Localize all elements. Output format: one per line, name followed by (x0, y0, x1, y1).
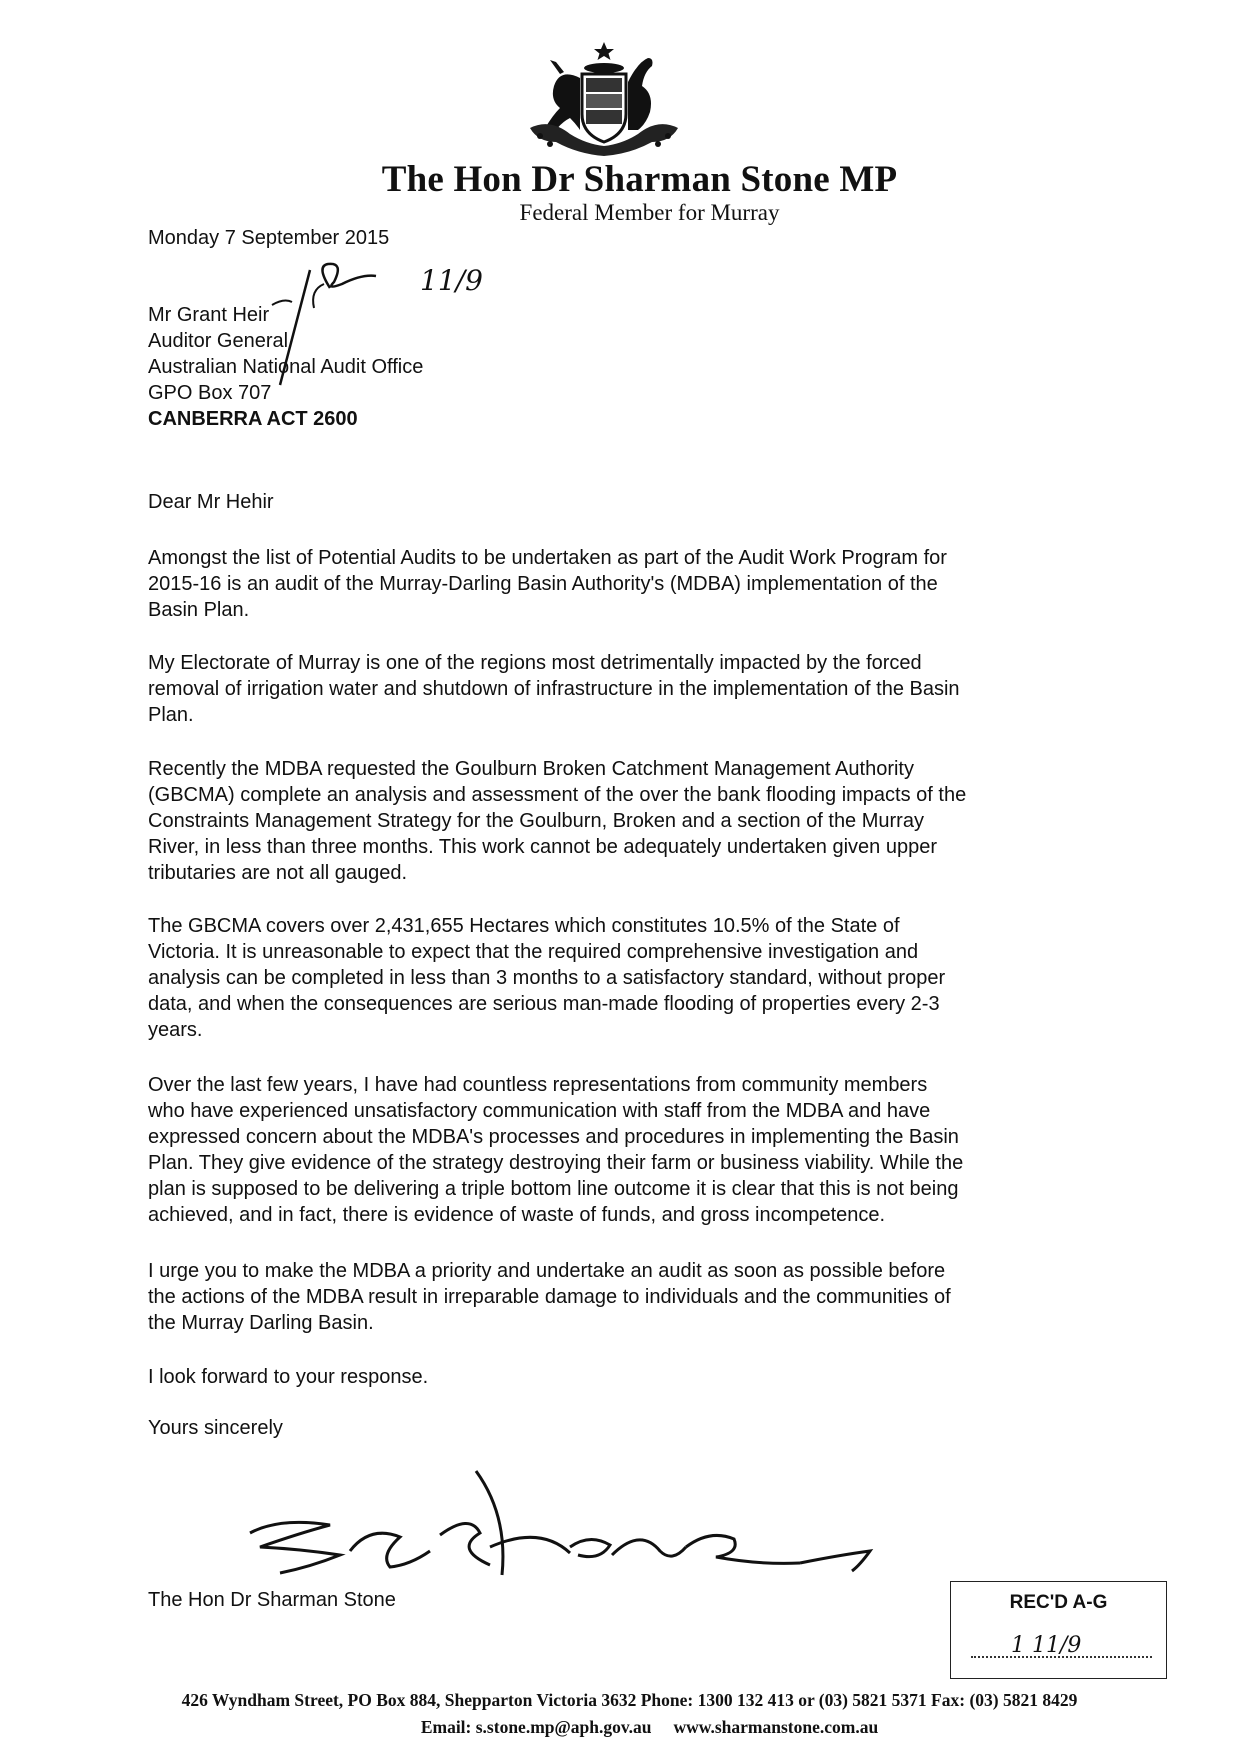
paragraph-line: Constraints Management Strategy for the Goulburn, Broken and a section of the Murray (148, 810, 924, 832)
body-paragraph-3 (148, 756, 1103, 886)
footer-address: 426 Wyndham Street, PO Box 884, Shepparton Victoria 3632 Phone: 1300 132 413 or (03) 5821 5371 Fax: (03) 5821 8429 (181, 1690, 1078, 1710)
signatory-name: The Hon Dr Sharman Stone (148, 1589, 396, 1611)
paragraph-line: Basin Plan. (148, 599, 250, 621)
paragraph-line: (GBCMA) complete an analysis and assessment of the over the bank flooding impacts of the (148, 784, 967, 806)
stamp-handwritten-date (971, 1626, 1154, 1656)
received-stamp (950, 1581, 1167, 1679)
paragraph-line: removal of irrigation water and shutdown of infrastructure in the implementation of the Basin (148, 678, 960, 700)
paragraph-line: River, in less than three months. This work cannot be adequately undertaken given upper (148, 836, 937, 858)
recipient-role: Auditor General (148, 330, 289, 352)
recipient-city: CANBERRA ACT 2600 (148, 408, 358, 430)
body-paragraph-7 (148, 1364, 1103, 1390)
letterhead-title: Federal Member for Murray (519, 200, 780, 225)
closing: Yours sincerely (148, 1417, 283, 1439)
paragraph-line: years. (148, 1019, 203, 1041)
body-paragraph-6 (148, 1258, 1103, 1336)
letter-date: Monday 7 September 2015 (148, 227, 390, 249)
recipient-po-box: GPO Box 707 (148, 382, 272, 404)
paragraph-line: who have experienced unsatisfactory communication with staff from the MDBA and have (148, 1100, 931, 1122)
salutation: Dear Mr Hehir (148, 491, 274, 513)
paragraph-line: analysis can be completed in less than 3 months to a satisfactory standard, without proper (148, 967, 946, 989)
footer-contact (0, 1717, 1239, 1738)
body-paragraph-2 (148, 650, 1103, 728)
paragraph-line: Victoria. It is unreasonable to expect that the required comprehensive investigation and (148, 941, 919, 963)
paragraph-line: I look forward to your response. (148, 1366, 429, 1388)
paragraph-line: achieved, and in fact, there is evidence of waste of funds, and gross incompetence. (148, 1204, 886, 1226)
svg-text:11/9: 11/9 (420, 264, 483, 297)
paragraph-line: plan is supposed to be delivering a triple bottom line outcome it is clear that this is not being (148, 1178, 959, 1200)
paragraph-line: 2015-16 is an audit of the Murray-Darling Basin Authority's (MDBA) implementation of the (148, 573, 938, 595)
handwritten-signature (240, 1455, 880, 1590)
footer-website: www.sharmanstone.com.au (673, 1717, 879, 1737)
letterhead-name: The Hon Dr Sharman Stone MP (381, 159, 898, 200)
paragraph-line: The GBCMA covers over 2,431,655 Hectares which constitutes 10.5% of the State of (148, 915, 900, 937)
stamp-date-line (971, 1626, 1152, 1658)
paragraph-line: expressed concern about the MDBA's processes and procedures in implementing the Basin (148, 1126, 959, 1148)
body-paragraph-4 (148, 913, 1103, 1043)
paragraph-line: Amongst the list of Potential Audits to be undertaken as part of the Audit Work Program for (148, 547, 947, 569)
paragraph-line: My Electorate of Murray is one of the regions most detrimentally impacted by the forced (148, 652, 922, 674)
footer-email: Email: s.stone.mp@aph.gov.au (420, 1717, 652, 1737)
paragraph-line: the actions of the MDBA result in irreparable damage to individuals and the communities of (148, 1286, 951, 1308)
paragraph-line: tributaries are not all gauged. (148, 862, 408, 884)
paragraph-line: Plan. They give evidence of the strategy destroying their farm or business viability. While the (148, 1152, 964, 1174)
svg-text:1 11/9: 1 11/9 (1011, 1633, 1082, 1656)
paragraph-line: the Murray Darling Basin. (148, 1312, 374, 1334)
handwritten-initials-annotation (270, 260, 490, 390)
recipient-name: Mr Grant Heir (148, 304, 270, 326)
paragraph-line: Plan. (148, 704, 194, 726)
recipient-organisation: Australian National Audit Office (148, 356, 424, 378)
body-paragraph-5 (148, 1072, 1103, 1228)
paragraph-line: Over the last few years, I have had countless representations from community members (148, 1074, 928, 1096)
paragraph-line: I urge you to make the MDBA a priority and undertake an audit as soon as possible before (148, 1260, 946, 1282)
paragraph-line: Recently the MDBA requested the Goulburn Broken Catchment Management Authority (148, 758, 914, 780)
coat-of-arms-icon (520, 38, 688, 163)
stamp-title: REC'D A-G (1009, 1592, 1108, 1613)
body-paragraph-1 (148, 545, 1103, 623)
paragraph-line: data, and when the consequences are serious man-made flooding of properties every 2-3 (148, 993, 940, 1015)
